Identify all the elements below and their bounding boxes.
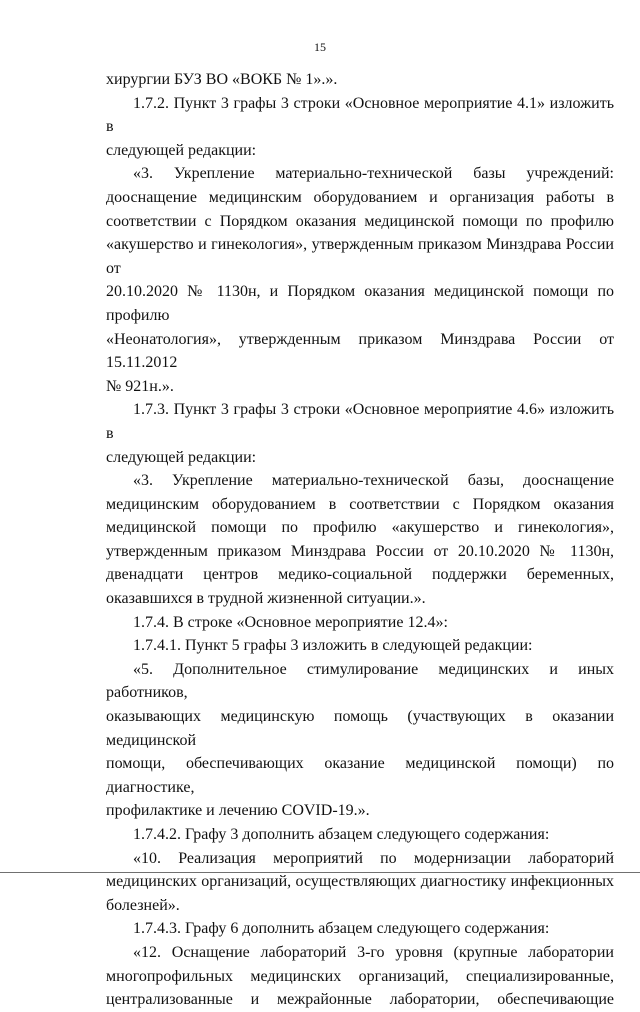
text-line: «Неонатология», утвержденным приказом Минздрава России от 15.11.2012: [106, 330, 614, 372]
text-line: «12. Оснащение лабораторий 3-го уровня (крупные лаборатории: [133, 943, 614, 961]
text-line: медицинской помощи по профилю «акушерство и гинекология»,: [106, 519, 614, 537]
text-line: болезней».: [106, 896, 180, 914]
text-line: 1.7.4.1. Пункт 5 графы 3 изложить в следующей редакции:: [133, 637, 533, 655]
text-line: 1.7.3. Пункт 3 графы 3 строки «Основное мероприятие 4.6» изложить в: [106, 401, 614, 442]
text-line: «10. Реализация мероприятий по модернизации лабораторий: [133, 849, 614, 867]
text-line: медицинских организаций, осуществляющих диагностику инфекционных: [106, 873, 614, 891]
text-line: «3. Укрепление материально-технической базы учреждений:: [133, 165, 614, 183]
text-line: помощи, обеспечивающих оказание медицинской помощи) по диагностике,: [106, 755, 614, 796]
text-line: «3. Укрепление материально-технической базы, дооснащение: [133, 472, 614, 490]
text-line: 1.7.4.2. Графу 3 дополнить абзацем следующего содержания:: [133, 826, 550, 843]
text-line: 1.7.2. Пункт 3 графы 3 строки «Основное мероприятие 4.1» изложить в: [106, 94, 614, 136]
text-line: «5. Дополнительное стимулирование медицинских и иных работников,: [106, 660, 614, 702]
text-line: централизованные и межрайонные лаборатории, обеспечивающие: [106, 991, 614, 1009]
bottom-rule: [0, 872, 640, 873]
text-line: оказывающих медицинскую помощь (участвующих в оказании медицинской: [106, 708, 614, 749]
text-line: хирургии БУЗ ВО «ВОКБ № 1».».: [106, 71, 338, 88]
text-line: 20.10.2020 № 1130н, и Порядком оказания медицинской помощи по профилю: [106, 283, 614, 324]
text-line: профилактике и лечению COVID-19.».: [106, 802, 370, 820]
text-line: соответствии с Порядком оказания медицинской помощи по профилю: [106, 212, 614, 230]
text-line: 1.7.4.3. Графу 6 дополнить абзацем следующего содержания:: [133, 920, 550, 938]
text-line: дооснащение медицинским оборудованием и организация работы в: [106, 188, 614, 206]
text-line: многопрофильных медицинских организаций, специализированные,: [106, 967, 614, 985]
text-line: 1.7.4. В строке «Основное мероприятие 12.4»:: [133, 613, 448, 631]
text-line: утвержденным приказом Минздрава России от 20.10.2020 № 1130н,: [106, 542, 614, 560]
text-line: двенадцати центров медико-социальной поддержки беременных,: [106, 566, 614, 584]
text-line: № 921н.».: [106, 377, 174, 395]
text-line: следующей редакции:: [106, 448, 257, 466]
text-line: оказавшихся в трудной жизненной ситуации.».: [106, 590, 426, 608]
page-number: 15: [314, 40, 326, 54]
text-line: следующей редакции:: [106, 141, 257, 159]
document-body: [106, 68, 614, 1012]
text-line: медицинским оборудованием в соответствии с Порядком оказания: [106, 495, 614, 513]
text-line: «акушерство и гинекология», утвержденным приказом Минздрава России от: [106, 236, 614, 277]
